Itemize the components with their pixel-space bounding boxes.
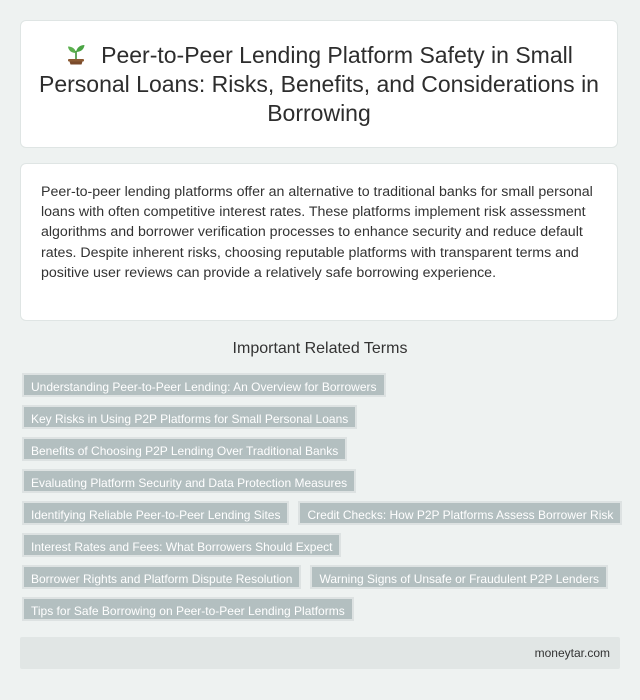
related-term-tag[interactable]: Tips for Safe Borrowing on Peer-to-Peer Lending Platforms [22, 597, 354, 621]
title-card [20, 20, 618, 148]
related-term-tag[interactable]: Key Risks in Using P2P Platforms for Small Personal Loans [22, 405, 357, 429]
page-title [39, 41, 599, 128]
summary-card [20, 163, 618, 321]
footer [20, 637, 620, 669]
related-term-tag[interactable]: Borrower Rights and Platform Dispute Resolution [22, 565, 301, 589]
related-terms-list [22, 373, 620, 629]
tag-row [22, 597, 620, 621]
related-term-tag[interactable]: Interest Rates and Fees: What Borrowers Should Expect [22, 533, 341, 557]
related-term-tag[interactable]: Identifying Reliable Peer-to-Peer Lending Sites [22, 501, 289, 525]
tag-row [22, 405, 620, 429]
tag-row [22, 501, 620, 525]
sprout-icon [65, 43, 87, 65]
tag-row [22, 437, 620, 461]
summary-text: Peer-to-peer lending platforms offer an alternative to traditional banks for small personal loans with often competitive interest rates. These platforms implement risk assessment algorithms and borrower verification processes to enhance security and reduce default rates. Despite inherent risks, choosing reputable platforms with transparent terms and positive user reviews can provide a relatively safe borrowing experience. [41, 184, 593, 281]
related-term-tag[interactable]: Evaluating Platform Security and Data Protection Measures [22, 469, 356, 493]
footer-site-link[interactable]: moneytar.com [534, 646, 610, 660]
related-terms-heading: Important Related Terms [232, 340, 408, 357]
related-term-tag[interactable]: Understanding Peer-to-Peer Lending: An Overview for Borrowers [22, 373, 386, 397]
tag-row [22, 533, 620, 557]
tag-row [22, 565, 620, 589]
page-title-text: Peer-to-Peer Lending Platform Safety in Small Personal Loans: Risks, Benefits, and Considerations in Borrowing [39, 41, 599, 126]
related-term-tag[interactable]: Warning Signs of Unsafe or Fraudulent P2P Lenders [310, 565, 608, 589]
tag-row [22, 373, 620, 397]
tag-row [22, 469, 620, 493]
related-term-tag[interactable]: Benefits of Choosing P2P Lending Over Traditional Banks [22, 437, 347, 461]
related-term-tag[interactable]: Credit Checks: How P2P Platforms Assess Borrower Risk [298, 501, 622, 525]
